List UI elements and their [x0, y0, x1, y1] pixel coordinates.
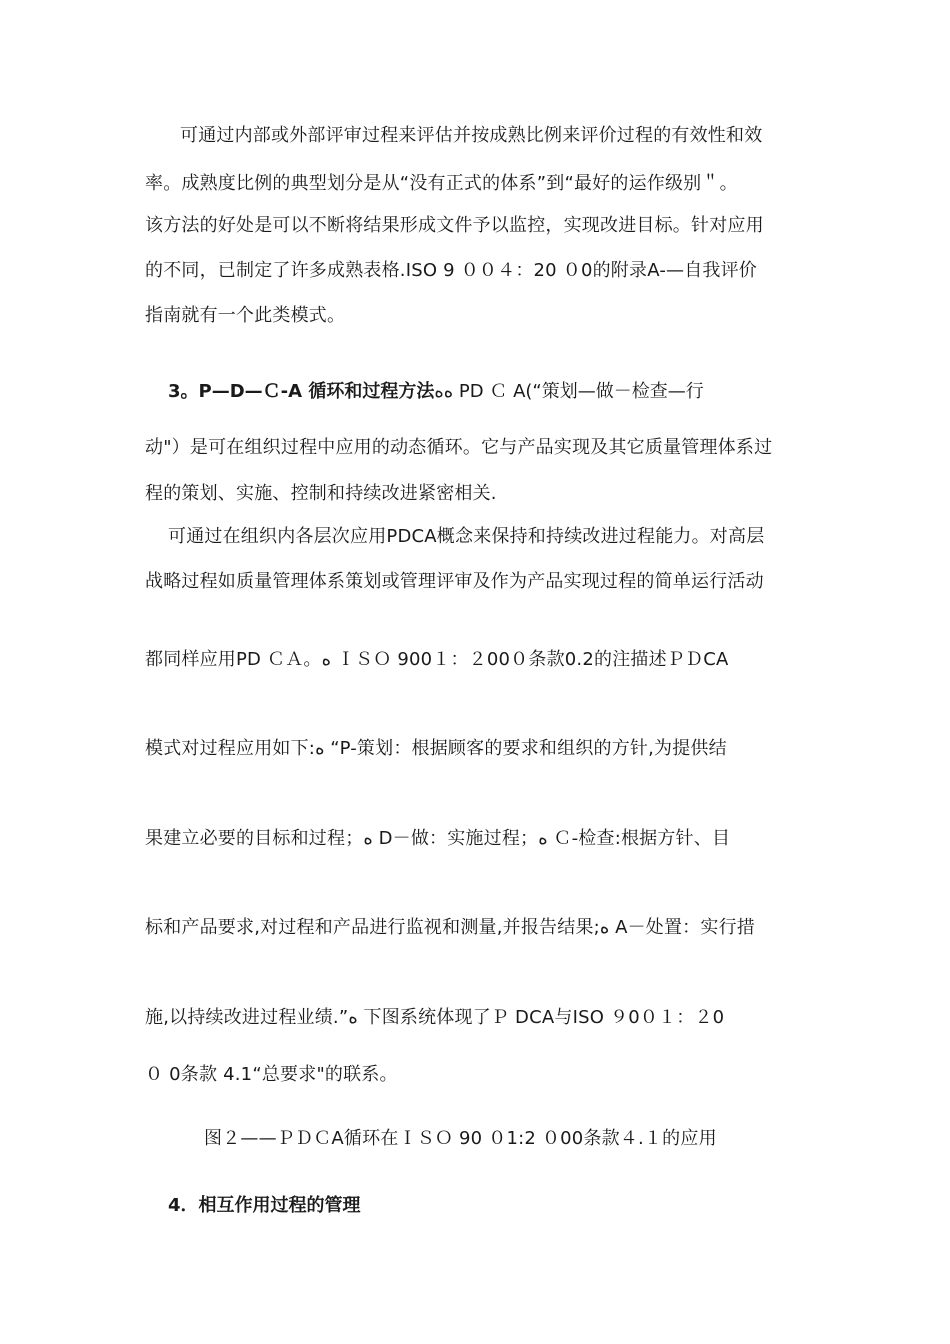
- paragraph-1-line-4: 的不同，已制定了许多成熟表格.ISO 9 ００４：20 ０0的附录A-—自我评价: [145, 260, 758, 281]
- paragraph-2-line-7: 果建立必要的目标和过程；ﻩ D－做：实施过程；ﻩ Ｃ-检查:根据方针、目: [145, 828, 731, 849]
- paragraph-1-line-2: 率。成熟度比例的典型划分是从“没有正式的体系”到“最好的运作级别＂。: [145, 173, 738, 194]
- paragraph-2-line-8: 标和产品要求,对过程和产品进行监视和测量,并报告结果;ﻩ A－处置：实行措: [145, 917, 755, 938]
- paragraph-2-line-5: 都同样应用PD ＣＡ。ﻩ ＩＳＯ 900１：２00０条款0.2的注描述ＰＤCA: [145, 649, 729, 670]
- paragraph-2-line-1: 动"）是可在组织过程中应用的动态循环。它与产品实现及其它质量管理体系过: [145, 437, 773, 458]
- section-4-heading: 4．相互作用过程的管理: [168, 1195, 361, 1216]
- paragraph-2-line-4: 战略过程如质量管理体系策划或管理评审及作为产品实现过程的简单运行活动: [145, 571, 764, 592]
- paragraph-2-line-6: 模式对过程应用如下:ﻩ “P-策划：根据顾客的要求和组织的方针,为提供结: [145, 738, 727, 759]
- section-3-heading-title: 3。P—D—Ｃ-A 循环和过程方法: [168, 381, 435, 402]
- paragraph-2-line-2: 程的策划、实施、控制和持续改进紧密相关.: [145, 483, 497, 504]
- figure-caption: 图２——ＰＤＣA循环在ＩＳＯ 90 ０1:2 ０00条款４.１的应用: [204, 1128, 717, 1149]
- paragraph-1-line-1: 可通过内部或外部评审过程来评估并按成熟比例来评价过程的有效性和效: [180, 125, 763, 146]
- paragraph-2-line-9: 施,以持续改进过程业绩.”ﻩ 下图系统体现了Ｐ DCA与ISO ９0０１：２0: [145, 1007, 725, 1028]
- section-3-heading-tail: ﻩﻩ PD Ｃ A(“策划—做－检查—行: [434, 381, 704, 402]
- paragraph-2-line-10: ０ 0条款 4.1“总要求"的联系。: [145, 1064, 398, 1085]
- paragraph-1-line-3: 该方法的好处是可以不断将结果形成文件予以监控，实现改进目标。针对应用: [145, 215, 764, 236]
- paragraph-2-line-3: 可通过在组织内各层次应用PDCA概念来保持和持续改进过程能力。对高层: [168, 526, 765, 547]
- section-3-heading: [168, 380, 704, 404]
- paragraph-1-line-5: 指南就有一个此类模式。: [145, 305, 346, 326]
